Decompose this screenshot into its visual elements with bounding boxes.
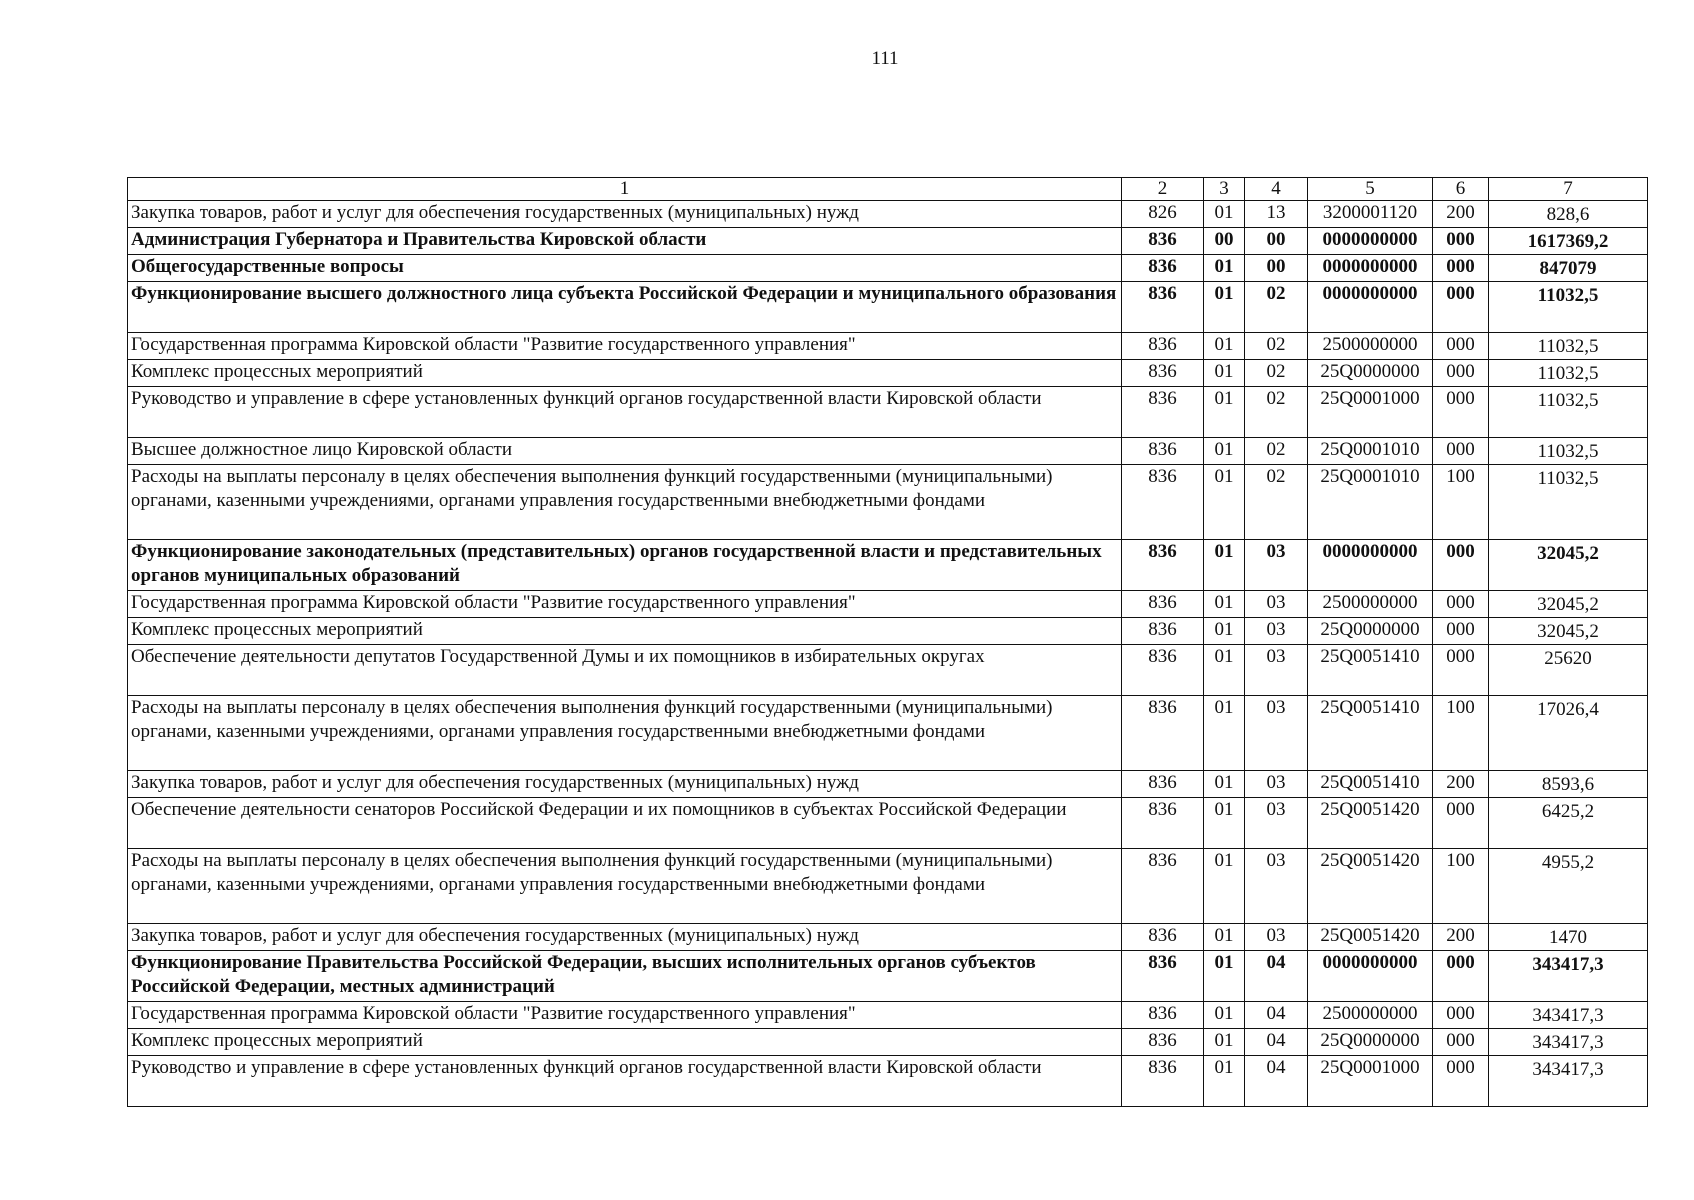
row-code-cell: 836	[1122, 849, 1204, 924]
row-code-cell: 01	[1204, 924, 1245, 951]
table-row	[128, 951, 1648, 1002]
column-header: 5	[1308, 178, 1433, 201]
row-code-cell: 25Q0051420	[1308, 798, 1433, 849]
row-code-cell: 100	[1433, 696, 1489, 771]
row-amount-cell: 11032,5	[1489, 333, 1648, 360]
table-row	[128, 1056, 1648, 1107]
row-code-cell: 000	[1433, 951, 1489, 1002]
table-row	[128, 798, 1648, 849]
row-code-cell: 0000000000	[1308, 255, 1433, 282]
row-code-cell: 2500000000	[1308, 1002, 1433, 1029]
row-code-cell: 000	[1433, 1029, 1489, 1056]
table-row	[128, 696, 1648, 771]
row-amount-cell: 828,6	[1489, 201, 1648, 228]
row-code-cell: 2500000000	[1308, 591, 1433, 618]
row-code-cell: 25Q0000000	[1308, 360, 1433, 387]
row-code-cell: 01	[1204, 798, 1245, 849]
row-name-cell: Высшее должностное лицо Кировской области	[128, 438, 1122, 465]
row-code-cell: 01	[1204, 465, 1245, 540]
row-code-cell: 01	[1204, 201, 1245, 228]
row-amount-cell: 32045,2	[1489, 618, 1648, 645]
row-name-cell: Государственная программа Кировской области "Развитие государственного управления"	[128, 333, 1122, 360]
table-header-row	[128, 178, 1648, 201]
row-code-cell: 836	[1122, 924, 1204, 951]
row-code-cell: 25Q0001010	[1308, 465, 1433, 540]
row-code-cell: 836	[1122, 333, 1204, 360]
row-amount-cell: 847079	[1489, 255, 1648, 282]
row-amount-cell: 11032,5	[1489, 387, 1648, 438]
row-code-cell: 03	[1245, 924, 1308, 951]
row-code-cell: 0000000000	[1308, 951, 1433, 1002]
row-code-cell: 00	[1245, 255, 1308, 282]
row-code-cell: 836	[1122, 951, 1204, 1002]
row-code-cell: 000	[1433, 255, 1489, 282]
row-code-cell: 03	[1245, 849, 1308, 924]
row-name-cell: Функционирование законодательных (представительных) органов государственной власти и представительных органов муниципальных образований	[128, 540, 1122, 591]
row-code-cell: 04	[1245, 951, 1308, 1002]
row-code-cell: 836	[1122, 645, 1204, 696]
row-amount-cell: 343417,3	[1489, 951, 1648, 1002]
table-row	[128, 540, 1648, 591]
table-row	[128, 591, 1648, 618]
row-code-cell: 00	[1245, 228, 1308, 255]
table-row	[128, 924, 1648, 951]
row-code-cell: 03	[1245, 618, 1308, 645]
row-code-cell: 836	[1122, 228, 1204, 255]
row-name-cell: Расходы на выплаты персоналу в целях обеспечения выполнения функций государственными (муниципальными) органами, казенными учреждениями, органами управления государственными внебюджетными фондами	[128, 696, 1122, 771]
table-row	[128, 465, 1648, 540]
row-amount-cell: 32045,2	[1489, 540, 1648, 591]
row-code-cell: 02	[1245, 465, 1308, 540]
table-body	[128, 201, 1648, 1107]
row-name-cell: Обеспечение деятельности сенаторов Российской Федерации и их помощников в субъектах Российской Федерации	[128, 798, 1122, 849]
row-code-cell: 000	[1433, 387, 1489, 438]
row-code-cell: 836	[1122, 540, 1204, 591]
row-code-cell: 02	[1245, 387, 1308, 438]
row-code-cell: 836	[1122, 255, 1204, 282]
row-code-cell: 836	[1122, 1002, 1204, 1029]
row-code-cell: 02	[1245, 438, 1308, 465]
row-code-cell: 01	[1204, 333, 1245, 360]
table-row	[128, 333, 1648, 360]
table-row	[128, 255, 1648, 282]
row-code-cell: 100	[1433, 849, 1489, 924]
row-code-cell: 04	[1245, 1056, 1308, 1107]
row-code-cell: 200	[1433, 924, 1489, 951]
row-code-cell: 836	[1122, 282, 1204, 333]
row-code-cell: 25Q0000000	[1308, 1029, 1433, 1056]
row-name-cell: Обеспечение деятельности депутатов Государственной Думы и их помощников в избирательных округах	[128, 645, 1122, 696]
row-code-cell: 100	[1433, 465, 1489, 540]
row-name-cell: Функционирование высшего должностного лица субъекта Российской Федерации и муниципального образования	[128, 282, 1122, 333]
row-code-cell: 01	[1204, 540, 1245, 591]
row-code-cell: 00	[1204, 228, 1245, 255]
row-code-cell: 01	[1204, 1002, 1245, 1029]
row-amount-cell: 32045,2	[1489, 591, 1648, 618]
table-row	[128, 360, 1648, 387]
row-code-cell: 13	[1245, 201, 1308, 228]
row-name-cell: Руководство и управление в сфере установленных функций органов государственной власти Кировской области	[128, 387, 1122, 438]
row-name-cell: Администрация Губернатора и Правительства Кировской области	[128, 228, 1122, 255]
row-code-cell: 01	[1204, 951, 1245, 1002]
row-code-cell: 01	[1204, 618, 1245, 645]
row-code-cell: 3200001120	[1308, 201, 1433, 228]
row-name-cell: Расходы на выплаты персоналу в целях обеспечения выполнения функций государственными (муниципальными) органами, казенными учреждениями, органами управления государственными внебюджетными фондами	[128, 465, 1122, 540]
row-code-cell: 03	[1245, 771, 1308, 798]
table-row	[128, 201, 1648, 228]
column-header: 7	[1489, 178, 1648, 201]
row-code-cell: 836	[1122, 1029, 1204, 1056]
row-code-cell: 000	[1433, 645, 1489, 696]
row-code-cell: 04	[1245, 1002, 1308, 1029]
row-code-cell: 000	[1433, 798, 1489, 849]
row-code-cell: 25Q0000000	[1308, 618, 1433, 645]
row-amount-cell: 343417,3	[1489, 1029, 1648, 1056]
row-code-cell: 836	[1122, 387, 1204, 438]
row-code-cell: 0000000000	[1308, 228, 1433, 255]
row-code-cell: 000	[1433, 1002, 1489, 1029]
row-code-cell: 25Q0051410	[1308, 645, 1433, 696]
table-row	[128, 771, 1648, 798]
column-header: 6	[1433, 178, 1489, 201]
row-name-cell: Функционирование Правительства Российской Федерации, высших исполнительных органов субъектов Российской Федерации, местных администраций	[128, 951, 1122, 1002]
table-row	[128, 618, 1648, 645]
table-row	[128, 438, 1648, 465]
table-row	[128, 282, 1648, 333]
row-code-cell: 25Q0051410	[1308, 696, 1433, 771]
row-code-cell: 01	[1204, 438, 1245, 465]
table-row	[128, 1029, 1648, 1056]
row-name-cell: Государственная программа Кировской области "Развитие государственного управления"	[128, 591, 1122, 618]
row-name-cell: Комплекс процессных мероприятий	[128, 618, 1122, 645]
row-code-cell: 03	[1245, 591, 1308, 618]
row-code-cell: 02	[1245, 282, 1308, 333]
row-code-cell: 01	[1204, 255, 1245, 282]
row-name-cell: Расходы на выплаты персоналу в целях обеспечения выполнения функций государственными (муниципальными) органами, казенными учреждениями, органами управления государственными внебюджетными фондами	[128, 849, 1122, 924]
row-code-cell: 000	[1433, 333, 1489, 360]
row-code-cell: 03	[1245, 696, 1308, 771]
row-name-cell: Государственная программа Кировской области "Развитие государственного управления"	[128, 1002, 1122, 1029]
row-code-cell: 02	[1245, 360, 1308, 387]
row-code-cell: 836	[1122, 438, 1204, 465]
page-number: 111	[871, 48, 899, 69]
row-code-cell: 25Q0051420	[1308, 924, 1433, 951]
column-header: 2	[1122, 178, 1204, 201]
row-code-cell: 836	[1122, 696, 1204, 771]
row-name-cell: Закупка товаров, работ и услуг для обеспечения государственных (муниципальных) нужд	[128, 924, 1122, 951]
row-code-cell: 01	[1204, 1056, 1245, 1107]
row-code-cell: 03	[1245, 540, 1308, 591]
row-code-cell: 826	[1122, 201, 1204, 228]
row-amount-cell: 25620	[1489, 645, 1648, 696]
row-amount-cell: 343417,3	[1489, 1056, 1648, 1107]
row-code-cell: 25Q0051410	[1308, 771, 1433, 798]
row-code-cell: 01	[1204, 849, 1245, 924]
table-row	[128, 849, 1648, 924]
row-code-cell: 02	[1245, 333, 1308, 360]
row-amount-cell: 4955,2	[1489, 849, 1648, 924]
row-code-cell: 03	[1245, 645, 1308, 696]
row-name-cell: Закупка товаров, работ и услуг для обеспечения государственных (муниципальных) нужд	[128, 201, 1122, 228]
row-amount-cell: 1617369,2	[1489, 228, 1648, 255]
row-code-cell: 01	[1204, 645, 1245, 696]
row-name-cell: Руководство и управление в сфере установленных функций органов государственной власти Кировской области	[128, 1056, 1122, 1107]
row-code-cell: 836	[1122, 1056, 1204, 1107]
row-amount-cell: 8593,6	[1489, 771, 1648, 798]
row-name-cell: Комплекс процессных мероприятий	[128, 360, 1122, 387]
row-code-cell: 25Q0051420	[1308, 849, 1433, 924]
row-code-cell: 01	[1204, 771, 1245, 798]
row-code-cell: 01	[1204, 360, 1245, 387]
table-row	[128, 645, 1648, 696]
row-name-cell: Закупка товаров, работ и услуг для обеспечения государственных (муниципальных) нужд	[128, 771, 1122, 798]
row-code-cell: 000	[1433, 540, 1489, 591]
row-code-cell: 25Q0001010	[1308, 438, 1433, 465]
row-code-cell: 836	[1122, 618, 1204, 645]
row-code-cell: 0000000000	[1308, 282, 1433, 333]
row-code-cell: 000	[1433, 438, 1489, 465]
row-code-cell: 000	[1433, 1056, 1489, 1107]
row-code-cell: 836	[1122, 771, 1204, 798]
row-code-cell: 0000000000	[1308, 540, 1433, 591]
row-name-cell: Комплекс процессных мероприятий	[128, 1029, 1122, 1056]
column-header: 1	[128, 178, 1122, 201]
row-code-cell: 01	[1204, 387, 1245, 438]
row-code-cell: 03	[1245, 798, 1308, 849]
row-code-cell: 000	[1433, 282, 1489, 333]
table-row	[128, 228, 1648, 255]
table-row	[128, 1002, 1648, 1029]
row-name-cell: Общегосударственные вопросы	[128, 255, 1122, 282]
row-code-cell: 04	[1245, 1029, 1308, 1056]
row-amount-cell: 343417,3	[1489, 1002, 1648, 1029]
row-code-cell: 836	[1122, 591, 1204, 618]
row-code-cell: 25Q0001000	[1308, 1056, 1433, 1107]
row-code-cell: 000	[1433, 360, 1489, 387]
row-code-cell: 000	[1433, 618, 1489, 645]
row-amount-cell: 6425,2	[1489, 798, 1648, 849]
row-code-cell: 25Q0001000	[1308, 387, 1433, 438]
row-amount-cell: 11032,5	[1489, 438, 1648, 465]
table-row	[128, 387, 1648, 438]
row-code-cell: 836	[1122, 465, 1204, 540]
column-header: 4	[1245, 178, 1308, 201]
row-code-cell: 01	[1204, 1029, 1245, 1056]
row-code-cell: 01	[1204, 696, 1245, 771]
row-code-cell: 2500000000	[1308, 333, 1433, 360]
row-code-cell: 200	[1433, 201, 1489, 228]
row-amount-cell: 17026,4	[1489, 696, 1648, 771]
row-amount-cell: 11032,5	[1489, 282, 1648, 333]
row-code-cell: 01	[1204, 282, 1245, 333]
row-code-cell: 200	[1433, 771, 1489, 798]
row-amount-cell: 1470	[1489, 924, 1648, 951]
row-code-cell: 000	[1433, 591, 1489, 618]
row-amount-cell: 11032,5	[1489, 465, 1648, 540]
row-code-cell: 836	[1122, 798, 1204, 849]
row-code-cell: 836	[1122, 360, 1204, 387]
row-code-cell: 01	[1204, 591, 1245, 618]
row-amount-cell: 11032,5	[1489, 360, 1648, 387]
column-header: 3	[1204, 178, 1245, 201]
row-code-cell: 000	[1433, 228, 1489, 255]
budget-table	[127, 177, 1648, 1107]
